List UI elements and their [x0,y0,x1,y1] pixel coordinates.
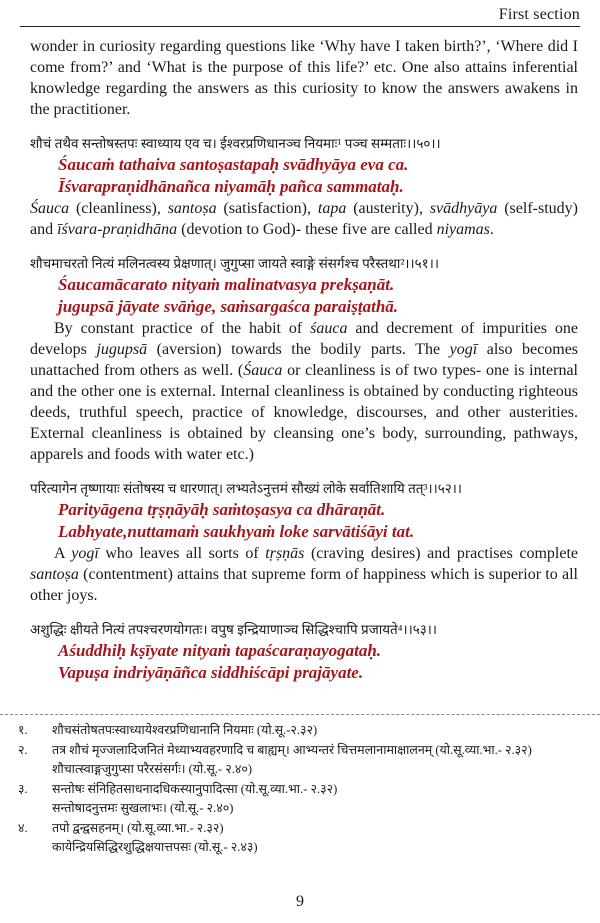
main-text [30,36,578,684]
verse-devanagari: अशुद्धिः क्षीयते नित्यं तपश्चरणयोगतः। वपुष इन्द्रियाणाञ्च सिद्धिश्चापि प्रजायते⁴।।५३।। [30,622,437,637]
footnote-text: तपो द्वन्द्वसहनम्। (यो.सू.व्या.भा.- २.३२) [52,820,224,835]
intro-paragraph: wonder in curiosity regarding questions like ‘Why have I taken birth?’, ‘Where did I come from?’ and ‘What is the purpose of this life?’ etc. One also attains inferential knowledge regarding the answers as this curiosity to know the answers awakens in the practitioner. [30,38,578,118]
text-run: (austerity), [346,200,430,217]
term: niyamas [436,221,490,238]
footnote-text: तत्र शौचं मृज्जलादिजनितं मेध्याभ्यवहरणादि च बाह्यम्। आभ्यन्तरं चित्तमलानामाक्षालनम् (यो.सू.व्या.भा.- २.३२) [52,742,532,757]
page-number: 9 [296,893,304,910]
text-run: (aversion) towards the bodily parts. The [147,341,450,358]
verse-transliteration-line: Vapuṣa indriyāṇāñca siddhiścāpi prajāyate. [58,663,364,682]
term: īśvara-praṇidhāna [57,221,178,238]
term: santoṣa [30,566,79,583]
footnote-1 [18,721,588,741]
footnote-2-sub: शौचात्स्वाङ्गजुगुप्सा परैरसंसर्गः। (यो.सू.- २.४०) [52,762,253,776]
footnote-text: शौचसंतोषतपःस्वाध्यायेश्वरप्रणिधानानि नियमाः (यो.सू.-२.३२) [52,723,318,737]
text-run: and decrement of impurities one develops [30,320,578,358]
footnote-number: २. [18,742,28,757]
text-run: also becomes unattached from others as well. ( [30,341,579,379]
term: yogī [449,341,478,358]
footnote-4-sub: कायेन्द्रियसिद्धिरशुद्धिक्षयात्तपसः (यो.सू.- २.४३) [52,840,258,854]
text-run: (satisfaction), [216,200,318,217]
footnote-divider [0,714,600,715]
verse-transliteration-line: Śaucamācarato nityaṁ malinatvasya prekṣaṇāt. [58,275,395,294]
footnote-number: ३. [18,781,28,796]
footnote-4 [18,819,588,839]
verse-50 [30,134,578,240]
verse-devanagari: शौचमाचरतो नित्यं मलिनत्वस्य प्रेक्षणात्। जुगुप्सा जायते स्वाङ्गे संसर्गश्च परैस्तथा²।।५१।। [30,256,439,271]
verse-devanagari: परित्यागेन तृष्णायाः संतोषस्य च धारणात्। लभ्यतेऽनुत्तमं सौख्यं लोके सर्वातिशायि तत्³।।५२।। [30,481,463,496]
verse-transliteration-line: Parityāgena tṛṣṇāyāḥ saṁtoṣasya ca dhāraṇāt. [58,500,386,519]
term: śauca [310,320,348,337]
text-run: (devotion to God)- these five are called [177,221,437,238]
text-run: (self-study) and [30,200,578,238]
text-run: (contentment) attains that supreme form of happiness which is superior to all other joys. [30,566,578,604]
verse-transliteration-line: Śaucaṁ tathaiva santoṣastapaḥ svādhyāya eva ca. [58,155,409,174]
verse-devanagari: शौचं तथैव सन्तोषस्तपः स्वाध्याय एव च। ईश्वरप्रणिधानञ्च नियमाः¹ पञ्च सम्मताः।।५०।। [30,136,441,151]
term: tṛṣṇās [265,545,305,562]
verse-transliteration-line: Īśvarapraṇidhānañca niyamāḥ pañca sammataḥ. [58,177,404,196]
verse-53 [30,620,578,684]
footnotes [18,721,588,858]
text-run: (cleanliness), [69,200,168,217]
term: Śauca [30,200,70,217]
verse-transliteration-line: jugupsā jāyate svāṅge, saṁsargaśca paraiṣṭathā. [58,297,399,316]
text-run: (craving desires) and practises complete [304,545,579,562]
verse-transliteration-line: Labhyate,nuttamaṁ saukhyaṁ loke sarvātiśāyi tat. [58,522,415,541]
footnote-3-sub: सन्तोषादनुत्तमः सुखलाभः। (यो.सू.- २.४०) [52,801,234,815]
verse-transliteration-line: Aśuddhiḥ kṣīyate nityaṁ tapaścaraṇayogataḥ. [58,641,382,660]
term: jugupsā [96,341,148,358]
running-header [20,4,580,27]
term: tapa [317,200,347,217]
footnote-text: सन्तोषः संनिहितसाधनादधिकस्यानुपादित्सा (यो.सू.व्या.भा.- २.३२) [52,781,338,796]
verse-explanation [30,543,578,606]
text-run: who leaves all sorts of [98,545,266,562]
footnote-2 [18,741,588,761]
section-title: First section [498,6,580,23]
footnote-number: १. [18,723,28,737]
term: Śauca [243,362,283,379]
term: svādhyāya [429,200,498,217]
text-run: A [54,545,72,562]
text-run: . [489,221,494,238]
term: yogī [71,545,99,562]
text-run: or cleanliness is of two types- one is internal and the other one is external. Internal cleanliness is obtained by conducting righteous deeds, truthful speech, practice of knowledge, discourses, and other austerities. External cleanliness is obtained by cleansing one’s body, surrounding, pathways, apparels and foods with water etc.) [30,362,579,463]
text-run: By constant practice of the habit of [54,320,311,337]
term: santoṣa [167,200,217,217]
footnote-number: ४. [18,820,28,835]
footnote-3 [18,780,588,800]
verse-51 [30,254,578,465]
verse-52 [30,479,578,606]
verse-explanation [30,198,578,240]
verse-explanation [30,318,578,465]
